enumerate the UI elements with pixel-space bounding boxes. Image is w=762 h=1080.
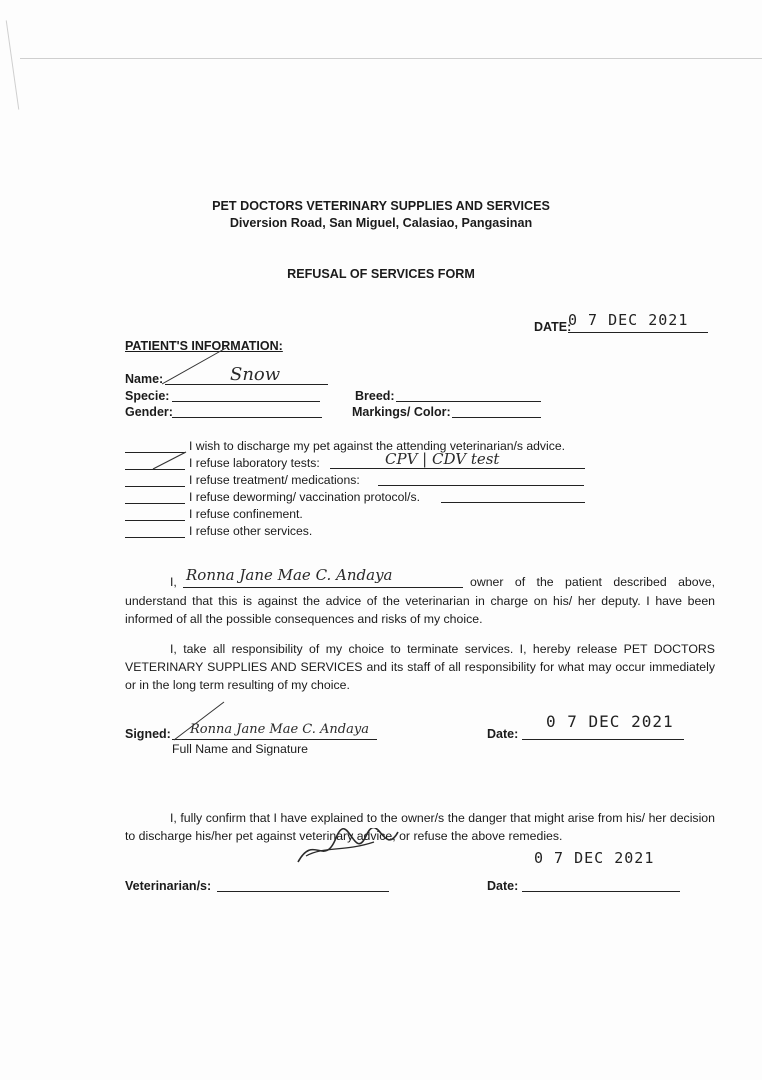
treatment-line (378, 485, 584, 486)
signature-slash-mark (170, 700, 230, 742)
specie-label: Specie: (125, 389, 170, 403)
checklist-label: I refuse other services. (189, 524, 313, 538)
lab-tests-value: CPV | CDV test (385, 450, 500, 468)
responsibility-text: I, take all responsibility of my choice to terminate services. I, hereby release PET DOCTORS VETERINARY SUPPLIES AND SERVICES and its staff of all responsibility for what may occur immediately or in the long term resulting of my choice. (125, 642, 715, 692)
vet-date-label: Date: (487, 879, 519, 893)
breed-label: Breed: (355, 389, 395, 403)
breed-line (396, 401, 541, 402)
vet-statement-text: I, fully confirm that I have explained to the owner/s the danger that might arise from his/ her decision to discharge his/her pet against veterinary advice, or refuse the above remedies. (125, 811, 715, 843)
statement-line1-rest: owner of the patient described above, (470, 575, 715, 589)
statement-prefix: I, (170, 575, 177, 589)
signature-caption: Full Name and Signature (172, 742, 309, 756)
vet-signature-scribble (294, 828, 404, 868)
checklist-label: I refuse deworming/ vaccination protocol/s. (189, 490, 420, 504)
markings-line (452, 417, 541, 418)
check-blank (125, 508, 185, 521)
vet-date-stamp: 0 7 DEC 2021 (534, 849, 655, 867)
checklist-label: I refuse confinement. (189, 507, 303, 521)
statement-rest: understand that this is against the advice of the veterinarian in charge on his/ her deputy. I have been informed of all the possible consequences and risks of my choice. (125, 594, 715, 626)
company-address: Diversion Road, San Miguel, Calasiao, Pangasinan (229, 216, 533, 230)
top-date-label: DATE: (534, 320, 572, 334)
specie-line (172, 401, 320, 402)
owner-date-label: Date: (487, 727, 519, 741)
responsibility-paragraph (125, 640, 715, 694)
name-label: Name: (125, 372, 164, 386)
scan-edge-line (20, 58, 762, 59)
owner-name-handwritten: Ronna Jane Mae C. Andaya (186, 566, 393, 584)
checklist-item (125, 507, 303, 521)
checklist-item (125, 524, 312, 538)
veterinarian-label: Veterinarian/s: (125, 879, 212, 893)
patient-section-title: PATIENT'S INFORMATION: (125, 339, 283, 353)
top-date-stamp: 0 7 DEC 2021 (568, 311, 689, 329)
form-title: REFUSAL OF SERVICES FORM (287, 267, 475, 281)
checklist-item (125, 490, 420, 504)
signed-label: Signed: (125, 727, 171, 741)
top-date-line (568, 332, 708, 333)
checklist-label: I refuse laboratory tests: (189, 456, 320, 470)
owner-name-line (183, 587, 463, 588)
lab-check-mark (150, 449, 190, 471)
check-blank (125, 525, 185, 538)
veterinarian-line (217, 891, 389, 892)
name-value: Snow (230, 364, 281, 385)
gender-line (172, 417, 322, 418)
checklist-label: I wish to discharge my pet against the attending veterinarian/s advice. (189, 439, 565, 453)
check-blank (125, 474, 185, 487)
lab-tests-line (330, 468, 585, 469)
vet-date-line (522, 891, 680, 892)
checklist-label: I refuse treatment/ medications: (189, 473, 360, 487)
deworming-line (441, 502, 585, 503)
statement-body (125, 592, 715, 628)
check-blank (125, 491, 185, 504)
name-slash-mark (160, 346, 230, 386)
vet-statement-paragraph (125, 809, 715, 845)
checklist-item (125, 473, 360, 487)
owner-date-stamp: 0 7 DEC 2021 (546, 712, 674, 731)
owner-signature: Ronna Jane Mae C. Andaya (190, 722, 369, 737)
markings-label: Markings/ Color: (352, 405, 451, 419)
owner-date-line (522, 739, 684, 740)
company-name: PET DOCTORS VETERINARY SUPPLIES AND SERVICES (212, 199, 550, 213)
scan-edge-mark (6, 20, 20, 109)
gender-label: Gender: (125, 405, 173, 419)
